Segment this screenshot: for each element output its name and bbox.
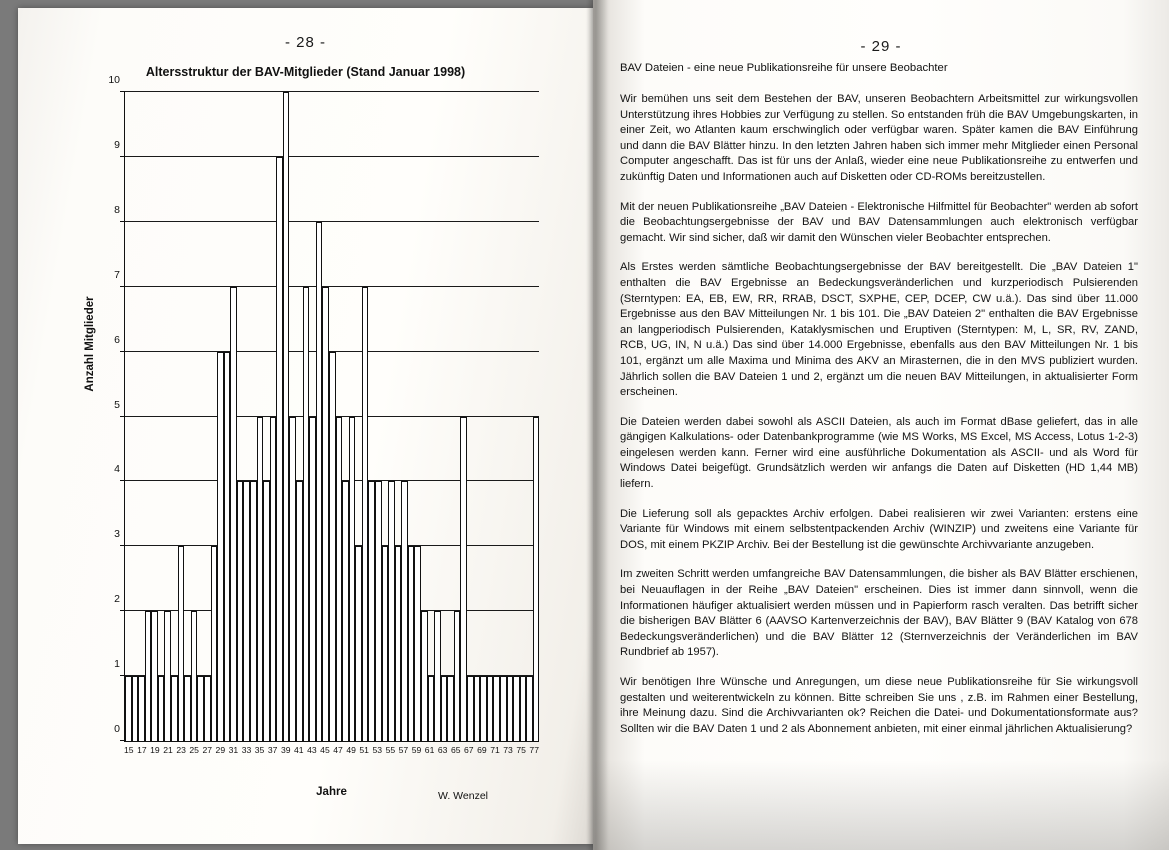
chart-x-tick-label: 21 [163,745,173,755]
chart-bar [421,611,428,741]
chart-bar-slot [263,92,270,741]
chart-bar-slot [237,92,244,741]
chart-bar-slot [125,92,132,741]
article-paragraph: Wir bemühen uns seit dem Bestehen der BAV, unseren Beobachtern Arbeitsmittel zur wirkungsvollen Unterstützung ihres Hobbies zur Verfügung zu stellen. So entstanden früh die BAV Umgebungskarten, in einer Zeit, wo Atlanten kaum erschwinglich oder verfügbar waren. Später kamen die BAV Einführung und dann die BAV Blätter hinzu. In den letzten Jahren haben sich immer mehr Mitglieder einen Personal Computer angeschafft. Das ist für uns der Anlaß, wieder eine neue Publikationsreihe zu entwerfen und zukünftig Daten und Informationen auch auf Disketten oder CD-ROMs bereitzustellen. [620,93,1138,183]
chart-bar-slot [151,92,158,741]
right-page-number: - 29 - [860,38,902,55]
chart-bar-slot [309,92,316,741]
chart-bar [395,546,402,741]
chart-bar-slot [368,92,375,741]
chart-x-axis-label: Jahre [316,786,347,798]
chart-bar-slot [132,92,139,741]
chart-bar [138,676,145,741]
chart-bar [480,676,487,741]
chart-bar [243,481,250,741]
chart-bar [250,481,257,741]
chart-bar-slot [487,92,494,741]
chart-bar [336,417,343,742]
chart-y-tick-label: 4 [114,463,120,476]
chart-bar-slot [447,92,454,741]
chart-x-tick-label: 45 [320,745,330,755]
chart-bar [447,676,454,741]
chart-bar [178,546,185,741]
chart-bar [375,481,382,741]
chart-bar-slot [243,92,250,741]
left-page-number: - 28 - [284,34,326,51]
chart-x-tick-label: 39 [280,745,291,755]
chart-bar-slot [355,92,362,741]
chart-x-tick-label: 33 [241,745,252,755]
chart-x-tick-label: 17 [137,745,147,755]
chart-x-tick-label: 61 [424,745,435,755]
chart-bar [533,417,540,742]
chart-bar [434,611,441,741]
chart-bar-slot [217,92,224,741]
chart-bar-slot [507,92,514,741]
chart-bar-slot [428,92,435,741]
chart-bar [197,676,204,741]
chart-bar [349,417,356,742]
chart-bar-slot [230,92,237,741]
chart-x-tick-label: 29 [215,745,226,755]
chart-bar [204,676,211,741]
chart-bar [382,546,389,741]
chart-bar [237,481,244,741]
chart-bar-slot [349,92,356,741]
chart-bar [467,676,474,741]
chart-bar [493,676,500,741]
chart-bar-slot [191,92,198,741]
left-page [18,8,593,844]
chart-bar [428,676,435,741]
chart-bar-slot [388,92,395,741]
chart-bar [401,481,408,741]
chart-x-tick-label: 31 [228,745,239,755]
chart-y-tick-label: 10 [108,74,120,86]
chart-bar [296,481,303,741]
chart-y-axis-label: Anzahl Mitglieder [84,296,96,392]
chart-x-tick-label: 25 [189,745,199,755]
chart-bar-slot [441,92,448,741]
chart-bar-slot [414,92,421,741]
chart-bar-slot [500,92,507,741]
chart-bar-slot [480,92,487,741]
chart-bar [224,352,231,741]
chart-bar [362,287,369,741]
chart-bar [164,611,171,741]
chart-y-tick-label: 1 [114,658,120,671]
chart-y-tick-label: 7 [114,268,120,281]
article-paragraphs [620,92,1138,737]
chart-bar [414,546,421,741]
chart-bar [125,676,132,741]
chart-x-tick-label: 37 [267,745,278,755]
chart-bar [526,676,533,741]
chart-bar-slot [401,92,408,741]
chart-bar [316,222,323,741]
chart-bar-slot [474,92,481,741]
chart-x-tick-label: 67 [464,745,474,755]
chart-bar-slot [303,92,310,741]
chart-bar-slot [184,92,191,741]
chart-bar [500,676,507,741]
chart-bar-slot [513,92,520,741]
chart-x-tick-label: 59 [411,745,422,755]
chart-bar [329,352,336,741]
chart-bar [474,676,481,741]
chart-bar-slot [211,92,218,741]
chart-bar [263,481,270,741]
chart-x-tick-label: 23 [176,745,186,755]
chart-bars [125,92,539,741]
chart-bar [132,676,139,741]
chart-bar-slot [138,92,145,741]
chart-y-tick-label: 5 [114,398,120,411]
chart-bar-slot [145,92,152,741]
chart-bar-slot [296,92,303,741]
chart-bar [441,676,448,741]
chart-bar-slot [329,92,336,741]
chart-bar [257,417,264,742]
chart-x-tick-label: 53 [372,745,383,755]
article-heading: BAV Dateien - eine neue Publikationsreihe für unsere Beobachter [620,62,948,74]
chart-bar [408,546,415,741]
chart-y-tick-label: 6 [114,333,120,346]
chart-bar-slot [460,92,467,741]
chart-bar-slot [289,92,296,741]
chart-bar-slot [395,92,402,741]
chart-bar-slot [408,92,415,741]
chart-bar-slot [270,92,277,741]
chart-y-tick-label: 9 [114,138,120,151]
chart-bar-slot [283,92,290,741]
chart-x-tick-label: 19 [150,745,160,755]
chart-x-tick-label: 35 [254,745,265,755]
chart-bar [303,287,310,741]
chart-bar-slot [375,92,382,741]
chart-bar [151,611,158,741]
chart-bar-slot [434,92,441,741]
article-paragraph: Im zweiten Schritt werden umfangreiche BAV Datensammlungen, die bisher als BAV Blätter erschienen, bei Neuauflagen in der Reihe „BAV Dateien" erscheinen. Dies ist immer dann sinnvoll, wenn die Informationen häufiger aktualisiert werden müssen und in Papierform rasch veralten. Das betrifft sicher die bisherigen BAV Blätter 6 (AAVSO Kartenverzeichnis der BAV), BAV Blätter 9 (BAV Katalog von 678 Bedeckungsveränderlichen) und die BAV Blätter 12 (Sternverzeichnis der Veränderlichen im BAV Rundbrief ab 1957). [620,568,1138,659]
chart-x-tick-label: 41 [294,745,304,755]
chart-plot-area [108,74,539,742]
chart-bar-slot [421,92,428,741]
chart-bar-slot [342,92,349,741]
chart-x-tick-label: 63 [437,745,448,755]
chart-bar [487,676,494,741]
chart-x-tick-label: 47 [333,745,343,755]
chart-x-axis-tick-labels [124,745,539,755]
chart-bar-slot [158,92,165,741]
chart-bar [342,481,349,741]
chart-bar-slot [467,92,474,741]
article-paragraph: Als Erstes werden sämtliche Beobachtungsergebnisse der BAV bereitgestellt. Die „BAV Dateien 1" enthalten die BAV Ergebnisse an Bedeckungsveränderlichen und kurzperiodisch Pulsierenden (Sterntypen: EA, EB, EW, RR, RRAB, DSCT, SXPHE, CEP, DCEP, CW u.ä.). Das sind über 11.000 Ergebnisse aus den BAV Mitteilungen Nr. 1 bis 101. Die „BAV Dateien 2" enthalten die BAV Ergebnisse an langperiodisch Pulsierenden, Kataklysmischen und Eruptiven (Sterntypen: M, L, SR, RV, ZAND, RCB, UG, IN, N u.ä.) Das sind über 14.000 Ergebnisse, ebenfalls aus den BAV Mitteilungen Nr. 1 bis 101, ergänzt um alle Maxima und Minima des AKV an Mirasternen, die in den MVS publiziert wurden. Jährlich sollen die BAV Dateien 1 und 2, ergänzt um die neuen BAV Mitteilungen, in aktualisierter Form erscheinen. [620,261,1138,399]
chart-bar [520,676,527,741]
chart-bar [211,546,218,741]
chart-bar-slot [454,92,461,741]
chart-bar-slot [257,92,264,741]
chart-bar [388,481,395,741]
chart-bar-slot [382,92,389,741]
chart-y-tick-label: 3 [114,528,120,541]
chart-bar [217,352,224,741]
chart-bar [276,157,283,741]
chart-bar [513,676,520,741]
chart-bar-slot [204,92,211,741]
chart-x-tick-label: 65 [450,745,461,755]
chart-bar-slot [520,92,527,741]
chart-x-tick-label: 27 [202,745,213,755]
chart-bar [454,611,461,741]
chart-y-tick-label: 2 [114,593,120,606]
chart-bar [283,92,290,741]
article-paragraph: Die Lieferung soll als gepacktes Archiv erfolgen. Dabei realisieren wir zwei Varianten: erstens eine Variante für Windows mit einem selbstentpackenden Archiv (WINZIP) und zweitens eine Variante für DOS, mit einem PKZIP Archiv. Bei der Bestellung ist die gewünschte Archivvariante anzugeben. [620,507,1138,551]
chart-bar [322,287,329,741]
article-body [620,62,1138,751]
chart-bar-slot [178,92,185,741]
chart-y-tick-label: 8 [114,203,120,216]
article-paragraph: Wir benötigen Ihre Wünsche und Anregungen, um diese neue Publikationsreihe für Sie wirkungsvoll gestalten und weiterentwickeln zu können. Bitte schreiben Sie uns , z.B. im Rahmen einer Bestellung, ihre Meinung dazu. Sind die Archivvarianten ok? Reichen die Datei- und Dokumentationsformate aus? Sollten wir die BAV Daten 1 und 2 als Abonnement anbieten, mit einer einmal jährlichen Aktualisierung? [620,676,1138,735]
chart-bar-slot [164,92,171,741]
chart-bar-slot [526,92,533,741]
chart-x-tick-label: 49 [346,745,356,755]
chart-x-tick-label: 69 [477,745,487,755]
chart-bar-slot [276,92,283,741]
chart-bar [191,611,198,741]
chart-author-credit: W. Wenzel [438,790,488,802]
article-paragraph: Mit der neuen Publikationsreihe „BAV Dateien - Elektronische Hilfmittel für Beobachter" werden ab sofort die Beobachtungsergebnisse der BAV und BAV Datensammlungen auch elektronisch verfügbar gemacht. Wir sind sicher, daß wir damit den Wünschen vieler Beobachter entsprechen. [620,200,1138,244]
chart-bar-slot [533,92,540,741]
chart-bar-slot [322,92,329,741]
chart-bar [270,417,277,742]
chart-x-tick-label: 71 [490,745,500,755]
chart-x-tick-label: 77 [529,745,539,755]
chart-bar-slot [224,92,231,741]
chart-bar [309,417,316,742]
chart-bar-slot [493,92,500,741]
chart-y-tick-label: 0 [114,723,120,735]
chart-x-tick-label: 55 [385,745,396,755]
chart-x-tick-label: 43 [307,745,317,755]
article-paragraph: Die Dateien werden dabei sowohl als ASCII Dateien, als auch im Format dBase geliefert, das in alle gängigen Kalkulations- oder Datenbankprogramme (wie MS Works, MS Excel, MS Access, Lotus 1-2-3) eingelesen werden kann. Ferner wird eine ausführliche Dokumentation als ASCII- und als Word für Windows Datei beigefügt. Grundsätzlich werden wir anfangs die Daten auf Disketten (HD 1,44 MB) liefern. [620,415,1138,491]
chart-x-tick-label: 57 [398,745,409,755]
chart-bar [171,676,178,741]
chart-bar-slot [250,92,257,741]
chart-bar [230,287,237,741]
chart-x-tick-label: 15 [124,745,134,755]
chart-title: Altersstruktur der BAV-Mitglieder (Stand Januar 1998) [145,65,466,79]
chart-bar [368,481,375,741]
chart-bar [158,676,165,741]
chart-x-tick-label: 75 [516,745,526,755]
chart-x-tick-label: 51 [359,745,369,755]
chart-x-tick-label: 73 [503,745,513,755]
chart-bar [507,676,514,741]
chart-bar [184,676,191,741]
chart-bar-slot [171,92,178,741]
chart-bar [355,546,362,741]
chart-bar [460,417,467,742]
chart-bar-slot [316,92,323,741]
chart-bar [145,611,152,741]
chart-bar [289,417,296,742]
chart-bar-slot [336,92,343,741]
chart-bar-slot [197,92,204,741]
chart-bar-slot [362,92,369,741]
